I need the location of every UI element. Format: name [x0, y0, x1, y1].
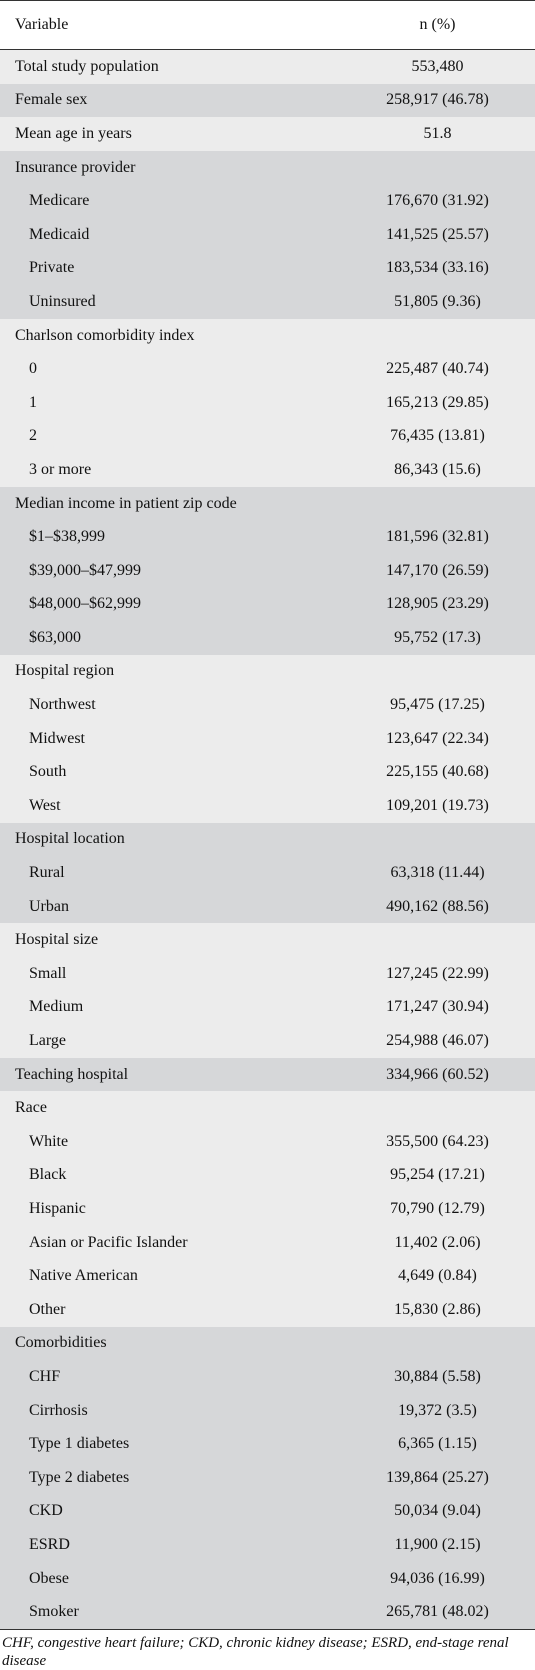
- table-row: [0, 957, 535, 991]
- row-label: Type 1 diabetes: [0, 1427, 340, 1461]
- row-value: 128,905 (23.29): [340, 588, 535, 622]
- table-body: [0, 50, 535, 1630]
- row-value: [340, 151, 535, 185]
- row-value: 95,475 (17.25): [340, 688, 535, 722]
- table-row-category: [0, 84, 535, 118]
- header-variable: Variable: [0, 1, 340, 50]
- table-row-category: [0, 1058, 535, 1092]
- row-label: Midwest: [0, 722, 340, 756]
- table-row: [0, 1024, 535, 1058]
- row-label: Rural: [0, 856, 340, 890]
- row-value: 70,790 (12.79): [340, 1192, 535, 1226]
- table-row: [0, 252, 535, 286]
- row-label: Native American: [0, 1259, 340, 1293]
- row-label: White: [0, 1125, 340, 1159]
- row-value: [340, 923, 535, 957]
- row-label: CKD: [0, 1495, 340, 1529]
- row-value: 147,170 (26.59): [340, 554, 535, 588]
- table-row: [0, 420, 535, 454]
- row-label: Teaching hospital: [0, 1058, 340, 1092]
- row-value: 355,500 (64.23): [340, 1125, 535, 1159]
- table-row: [0, 722, 535, 756]
- row-value: 265,781 (48.02): [340, 1595, 535, 1629]
- table-row: [0, 352, 535, 386]
- table-row: [0, 991, 535, 1025]
- row-value: 50,034 (9.04): [340, 1495, 535, 1529]
- row-label: Charlson comorbidity index: [0, 319, 340, 353]
- row-value: 63,318 (11.44): [340, 856, 535, 890]
- row-value: 51,805 (9.36): [340, 285, 535, 319]
- row-value: 95,752 (17.3): [340, 621, 535, 655]
- row-label: $1–$38,999: [0, 520, 340, 554]
- row-label: Private: [0, 252, 340, 286]
- row-value: [340, 487, 535, 521]
- row-value: [340, 655, 535, 689]
- table-row: [0, 1259, 535, 1293]
- row-label: Cirrhosis: [0, 1394, 340, 1428]
- row-label: Female sex: [0, 84, 340, 118]
- row-value: 6,365 (1.15): [340, 1427, 535, 1461]
- row-value: 490,162 (88.56): [340, 890, 535, 924]
- table-row: [0, 588, 535, 622]
- row-label: Smoker: [0, 1595, 340, 1629]
- row-label: CHF: [0, 1360, 340, 1394]
- table-row-category: [0, 923, 535, 957]
- row-label: Northwest: [0, 688, 340, 722]
- row-label: Medicare: [0, 184, 340, 218]
- row-label: West: [0, 789, 340, 823]
- table-row: [0, 1226, 535, 1260]
- table-row: [0, 621, 535, 655]
- table-row-category: [0, 1327, 535, 1361]
- row-label: Race: [0, 1091, 340, 1125]
- table-row: [0, 285, 535, 319]
- table-row: [0, 1125, 535, 1159]
- row-label: Type 2 diabetes: [0, 1461, 340, 1495]
- row-label: Medicaid: [0, 218, 340, 252]
- table-row: [0, 1528, 535, 1562]
- table-row: [0, 554, 535, 588]
- row-value: 334,966 (60.52): [340, 1058, 535, 1092]
- row-label: Mean age in years: [0, 117, 340, 151]
- table-row-category: [0, 1091, 535, 1125]
- row-value: 127,245 (22.99): [340, 957, 535, 991]
- row-value: [340, 823, 535, 857]
- row-label: Total study population: [0, 50, 340, 84]
- row-value: 141,525 (25.57): [340, 218, 535, 252]
- table-row-category: [0, 319, 535, 353]
- table-row-category: [0, 50, 535, 84]
- table-row: [0, 184, 535, 218]
- row-label: ESRD: [0, 1528, 340, 1562]
- table-row: [0, 520, 535, 554]
- table-row: [0, 688, 535, 722]
- row-label: Large: [0, 1024, 340, 1058]
- row-value: 225,155 (40.68): [340, 755, 535, 789]
- row-value: 15,830 (2.86): [340, 1293, 535, 1327]
- row-value: 11,402 (2.06): [340, 1226, 535, 1260]
- row-label: Small: [0, 957, 340, 991]
- header-row: [0, 1, 535, 50]
- table-row-category: [0, 151, 535, 185]
- row-value: 95,254 (17.21): [340, 1159, 535, 1193]
- row-value: 553,480: [340, 50, 535, 84]
- row-value: [340, 319, 535, 353]
- row-value: 165,213 (29.85): [340, 386, 535, 420]
- row-label: 2: [0, 420, 340, 454]
- row-value: 51.8: [340, 117, 535, 151]
- table-header: [0, 1, 535, 50]
- row-value: 94,036 (16.99): [340, 1562, 535, 1596]
- table-row: [0, 386, 535, 420]
- header-n-percent: n (%): [340, 1, 535, 50]
- row-label: South: [0, 755, 340, 789]
- table-row: [0, 1562, 535, 1596]
- row-value: 254,988 (46.07): [340, 1024, 535, 1058]
- row-value: 123,647 (22.34): [340, 722, 535, 756]
- table-row: [0, 1192, 535, 1226]
- row-label: Other: [0, 1293, 340, 1327]
- row-label: Median income in patient zip code: [0, 487, 340, 521]
- table-row: [0, 1394, 535, 1428]
- table-row: [0, 789, 535, 823]
- row-value: 181,596 (32.81): [340, 520, 535, 554]
- row-value: 176,670 (31.92): [340, 184, 535, 218]
- row-label: Comorbidities: [0, 1327, 340, 1361]
- row-value: 11,900 (2.15): [340, 1528, 535, 1562]
- row-value: 19,372 (3.5): [340, 1394, 535, 1428]
- table-row: [0, 1595, 535, 1629]
- row-label: $48,000–$62,999: [0, 588, 340, 622]
- row-value: 4,649 (0.84): [340, 1259, 535, 1293]
- row-label: Medium: [0, 991, 340, 1025]
- table-row: [0, 755, 535, 789]
- row-value: 76,435 (13.81): [340, 420, 535, 454]
- row-value: 258,917 (46.78): [340, 84, 535, 118]
- row-label: Hospital region: [0, 655, 340, 689]
- row-value: [340, 1091, 535, 1125]
- row-label: Urban: [0, 890, 340, 924]
- table-row-category: [0, 655, 535, 689]
- row-value: 183,534 (33.16): [340, 252, 535, 286]
- row-value: [340, 1327, 535, 1361]
- row-label: 1: [0, 386, 340, 420]
- table-row: [0, 856, 535, 890]
- row-label: Hispanic: [0, 1192, 340, 1226]
- row-label: Asian or Pacific Islander: [0, 1226, 340, 1260]
- table-row: [0, 1360, 535, 1394]
- row-value: 109,201 (19.73): [340, 789, 535, 823]
- row-value: 225,487 (40.74): [340, 352, 535, 386]
- row-value: 171,247 (30.94): [340, 991, 535, 1025]
- row-label: Insurance provider: [0, 151, 340, 185]
- row-label: Hospital location: [0, 823, 340, 857]
- row-value: 30,884 (5.58): [340, 1360, 535, 1394]
- row-label: 3 or more: [0, 453, 340, 487]
- table-row-category: [0, 117, 535, 151]
- table-row: [0, 890, 535, 924]
- table-row: [0, 1293, 535, 1327]
- row-label: Obese: [0, 1562, 340, 1596]
- row-label: Uninsured: [0, 285, 340, 319]
- table-row: [0, 1159, 535, 1193]
- row-label: Black: [0, 1159, 340, 1193]
- row-label: $39,000–$47,999: [0, 554, 340, 588]
- table-row: [0, 1461, 535, 1495]
- row-value: 86,343 (15.6): [340, 453, 535, 487]
- row-label: 0: [0, 352, 340, 386]
- table-row-category: [0, 487, 535, 521]
- table-row: [0, 453, 535, 487]
- table-footnote: CHF, congestive heart failure; CKD, chronic kidney disease; ESRD, end-stage renal disease: [2, 1634, 509, 1669]
- table-row: [0, 1427, 535, 1461]
- table-row-category: [0, 823, 535, 857]
- row-label: Hospital size: [0, 923, 340, 957]
- table-row: [0, 218, 535, 252]
- row-value: 139,864 (25.27): [340, 1461, 535, 1495]
- table-row: [0, 1495, 535, 1529]
- row-label: $63,000: [0, 621, 340, 655]
